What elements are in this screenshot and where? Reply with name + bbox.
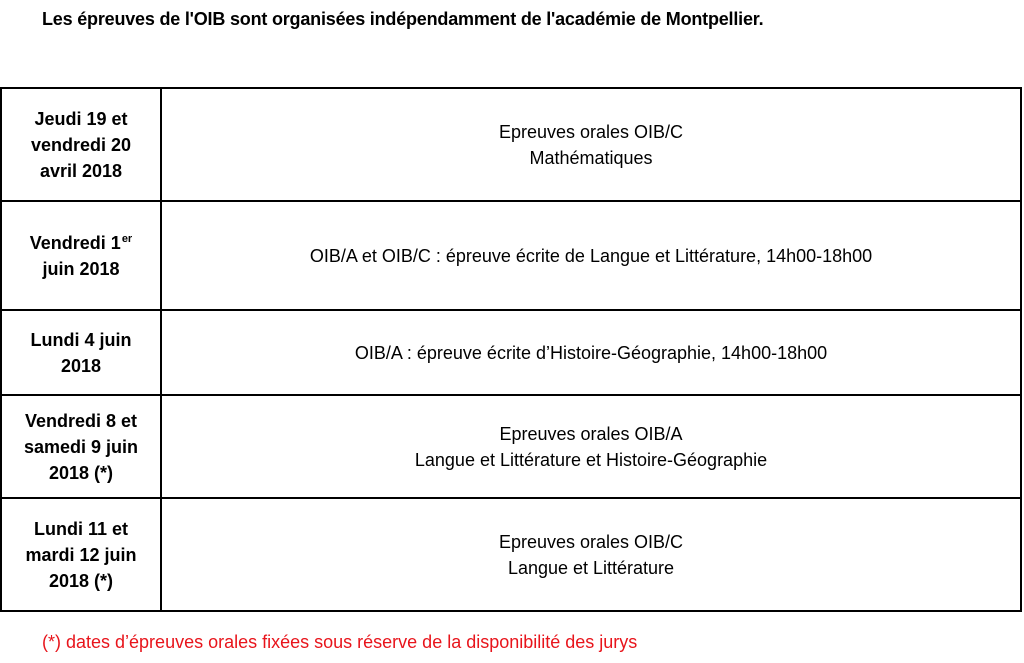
- event-cell: [161, 88, 1021, 201]
- date-line: Jeudi 19 et: [34, 108, 128, 129]
- event-line: Langue et Littérature et Histoire-Géographie: [414, 449, 768, 470]
- event-line: Epreuves orales OIB/C: [498, 121, 684, 142]
- date-cell: [1, 310, 161, 395]
- event-line: Epreuves orales OIB/A: [499, 423, 683, 444]
- event-cell: [161, 395, 1021, 498]
- date-line: Lundi 11 et: [33, 518, 129, 539]
- table-row: [1, 498, 1021, 611]
- date-line: 2018 (*): [48, 462, 114, 483]
- table-row: [1, 201, 1021, 310]
- table-row: [1, 88, 1021, 201]
- event-line: OIB/A : épreuve écrite d’Histoire-Géographie, 14h00-18h00: [354, 342, 828, 363]
- ordinal-superscript: er: [121, 232, 133, 245]
- date-line: juin 2018: [42, 258, 120, 279]
- date-line: [2, 230, 160, 256]
- event-line: Langue et Littérature: [507, 557, 675, 578]
- table-row: [1, 310, 1021, 395]
- date-line-text: Vendredi 1: [29, 232, 121, 253]
- date-line: mardi 12 juin: [25, 544, 137, 565]
- table-row: [1, 395, 1021, 498]
- date-line: Lundi 4 juin: [30, 329, 132, 350]
- date-line: vendredi 20: [30, 134, 132, 155]
- event-line: Epreuves orales OIB/C: [498, 531, 684, 552]
- date-line: Vendredi 8 et: [24, 410, 138, 431]
- event-cell: [161, 201, 1021, 310]
- date-line: samedi 9 juin: [23, 436, 139, 457]
- intro-text: Les épreuves de l'OIB sont organisées indépendamment de l'académie de Montpellier.: [42, 9, 764, 29]
- date-line: 2018: [60, 355, 102, 376]
- date-line: avril 2018: [39, 160, 123, 181]
- date-cell: [1, 395, 161, 498]
- event-cell: [161, 498, 1021, 611]
- date-cell: [1, 88, 161, 201]
- event-line: Mathématiques: [529, 147, 653, 168]
- date-line: 2018 (*): [48, 570, 114, 591]
- date-cell: [1, 498, 161, 611]
- date-cell: [1, 201, 161, 310]
- footnote: (*) dates d’épreuves orales fixées sous réserve de la disponibilité des jurys: [42, 632, 638, 652]
- event-cell: [161, 310, 1021, 395]
- event-line: OIB/A et OIB/C : épreuve écrite de Langue et Littérature, 14h00-18h00: [309, 245, 873, 266]
- exam-schedule-table: [0, 87, 1022, 612]
